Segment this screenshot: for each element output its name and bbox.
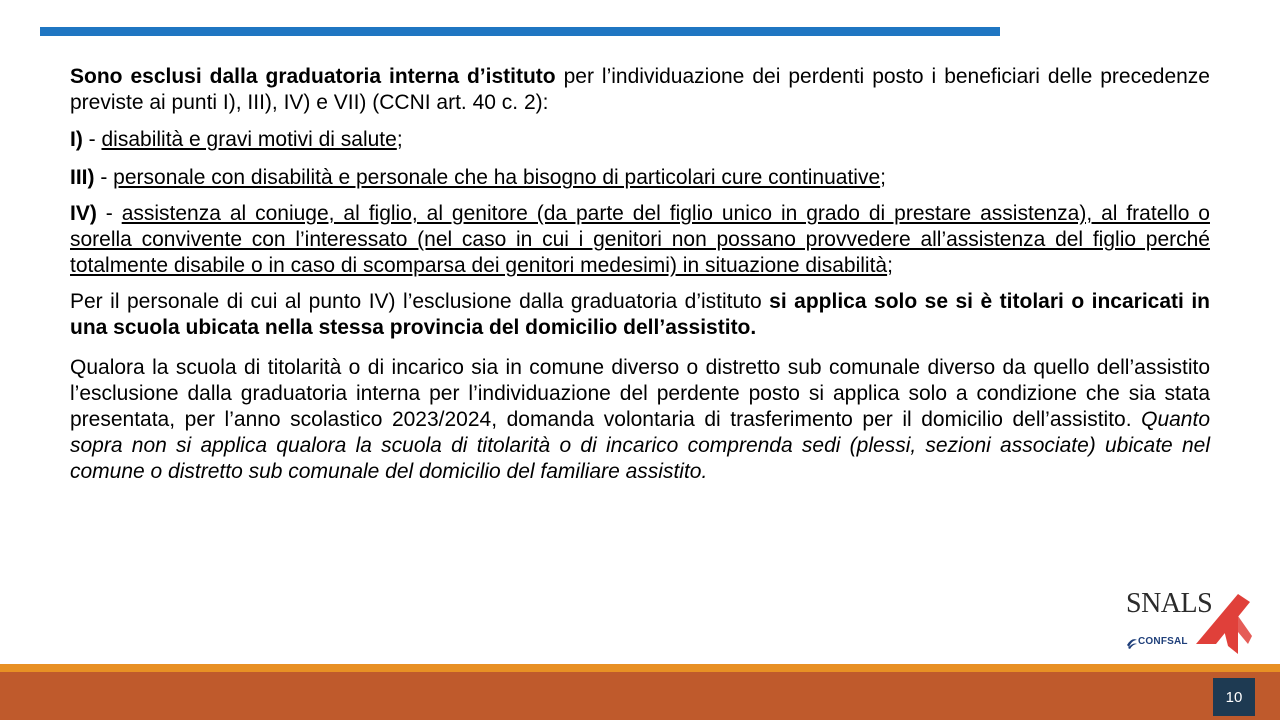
footer-accent-line — [0, 664, 1280, 672]
top-accent-bar — [40, 27, 1000, 36]
rule-IV-note — [70, 289, 1210, 341]
rule-III-dash: - — [94, 166, 114, 189]
rule-I-text: disabilità e gravi motivi di salute — [101, 128, 397, 151]
slide-content — [70, 64, 1210, 496]
logo-subtitle: CONFSAL — [1138, 636, 1188, 647]
rule-III-text: personale con disabilità e personale che ha bisogno di particolari cure continuative — [113, 166, 881, 189]
rule-I — [70, 127, 1210, 153]
intro-paragraph — [70, 64, 1210, 116]
condition-italic: Quanto sopra non si applica qualora la scuola di titolarità o di incarico comprenda sedi (plessi, sezioni associate) ubicate nel comune o distretto sub comunale del domicilio del familiare assistito. — [70, 408, 1210, 483]
rule-III — [70, 165, 1210, 191]
rule-IV-text: assistenza al coniuge, al figlio, al genitore (da parte del figlio unico in grado di prestare assistenza), al fratello o sorella convivente con l’interessato (nel caso in cui i genitori non possano provvedere all’assistenza del figlio perché totalmente disabile o in caso di scomparsa dei genitori medesimi) in situazione disabilità — [70, 202, 1210, 277]
rule-IV-note-text: Per il personale di cui al punto IV) l’esclusione dalla graduatoria d’istituto — [70, 290, 770, 313]
rule-I-dash: - — [82, 128, 102, 151]
page-number: 10 — [1213, 678, 1255, 716]
condition-text: Qualora la scuola di titolarità o di incarico sia in comune diverso o distretto sub comunale diverso da quello dell’assistito l’esclusione dalla graduatoria interna per l’individuazione del perdente posto si applica solo a condizione che sia stata presentata, per l’anno scolastico 2023/2024, domanda volontaria di trasferimento per il domicilio dell’assistito. — [70, 356, 1210, 431]
rule-IV-dash: - — [96, 202, 122, 225]
logo-wordmark: SNALS — [1126, 588, 1213, 619]
intro-bold: Sono esclusi dalla graduatoria interna d’istituto — [70, 65, 556, 88]
rule-III-end: ; — [880, 166, 886, 189]
rule-IV — [70, 201, 1210, 279]
rule-III-number: III) — [70, 166, 95, 189]
rule-IV-number: IV) — [70, 202, 97, 225]
intro-text: per l’individuazione dei perdenti posto i beneficiari delle precedenze previste ai punti I), III), IV) e VII) (CCNI art. 40 c. 2): — [70, 65, 1210, 114]
rule-IV-note-bold: si applica solo se si è titolari o incaricati in una scuola ubicata nella stessa provincia del domicilio dell’assistito. — [70, 290, 1210, 339]
snals-confsal-logo — [1118, 588, 1258, 660]
condition-paragraph — [70, 355, 1210, 485]
footer-band — [0, 672, 1280, 720]
rule-I-end: ; — [396, 128, 403, 151]
rule-I-number: I) — [70, 128, 83, 151]
rule-IV-end: ; — [887, 254, 893, 277]
confsal-swoosh-icon — [1126, 637, 1138, 649]
